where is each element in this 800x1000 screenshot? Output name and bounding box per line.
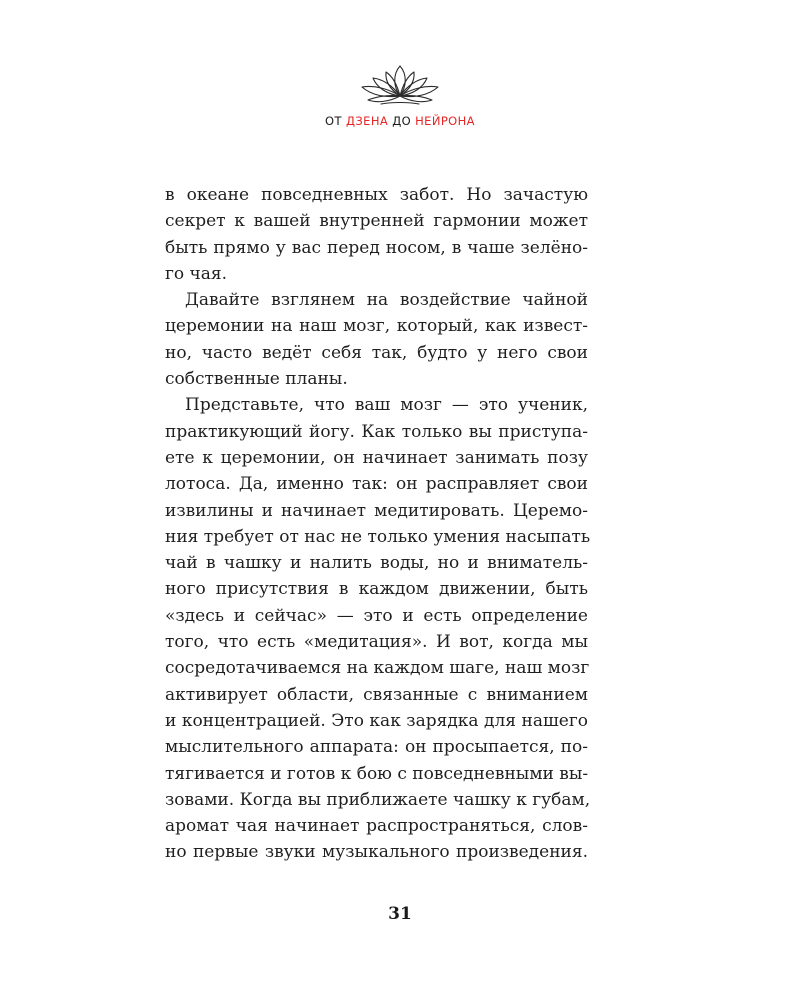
text-line: ного присутствия в каждом движении, быть bbox=[165, 579, 588, 600]
text-line: зовами. Когда вы приближаете чашку к губам, bbox=[165, 789, 591, 810]
running-head bbox=[0, 113, 800, 129]
text-line: быть прямо у вас перед носом, в чаше зелёно- bbox=[165, 237, 588, 258]
running-head-word-1: ОТ bbox=[325, 114, 342, 128]
text-line: Давайте взглянем на воздействие чайной bbox=[185, 290, 588, 311]
page-number: 31 bbox=[388, 904, 412, 924]
text-line: мыслительного аппарата: он просыпается, по- bbox=[165, 737, 588, 758]
text-line: церемонии на наш мозг, который, как извест- bbox=[165, 316, 588, 337]
text-line: в океане повседневных забот. Но зачастую bbox=[165, 185, 588, 205]
text-line: лотоса. Да, именно так: он расправляет свои bbox=[165, 474, 588, 495]
text-line: «здесь и сейчас» — это и есть определение bbox=[165, 605, 588, 626]
running-head-word-2: ДЗЕНА bbox=[346, 114, 389, 128]
text-line: тягивается и готов к бою с повседневными вы- bbox=[165, 763, 589, 784]
text-line: того, что есть «медитация». И вот, когда мы bbox=[165, 632, 588, 653]
text-line: Представьте, что ваш мозг — это ученик, bbox=[185, 395, 588, 416]
text-line: извилины и начинает медитировать. Церемо- bbox=[165, 500, 588, 521]
text-line: чай в чашку и налить воды, но и вниматель- bbox=[165, 553, 588, 574]
text-line: активирует области, связанные с вниманием bbox=[165, 684, 588, 705]
paragraph bbox=[165, 287, 588, 392]
text-line: собственные планы. bbox=[165, 369, 348, 390]
paragraph bbox=[165, 392, 591, 865]
text-line: ния требует от нас не только умения насыпать bbox=[165, 526, 591, 547]
text-line: практикующий йогу. Как только вы приступа- bbox=[165, 421, 588, 442]
text-line: ете к церемонии, он начинает занимать позу bbox=[165, 447, 588, 468]
paragraph bbox=[165, 182, 588, 287]
text-line: сосредотачиваемся на каждом шаге, наш мозг bbox=[165, 658, 590, 679]
lotus-icon bbox=[351, 62, 449, 108]
text-line: аромат чая начинает распространяться, слов- bbox=[165, 816, 588, 837]
text-line: но первые звуки музыкального произведения. bbox=[165, 842, 588, 863]
text-line: го чая. bbox=[165, 263, 228, 284]
body-text bbox=[165, 182, 591, 866]
text-line: и концентрацией. Это как зарядка для нашего bbox=[165, 710, 588, 731]
running-head-word-3: ДО bbox=[392, 114, 412, 128]
text-line: секрет к вашей внутренней гармонии может bbox=[165, 211, 588, 232]
running-head-word-4: НЕЙРОНА bbox=[415, 114, 475, 128]
text-line: но, часто ведёт себя так, будто у него свои bbox=[165, 342, 588, 363]
